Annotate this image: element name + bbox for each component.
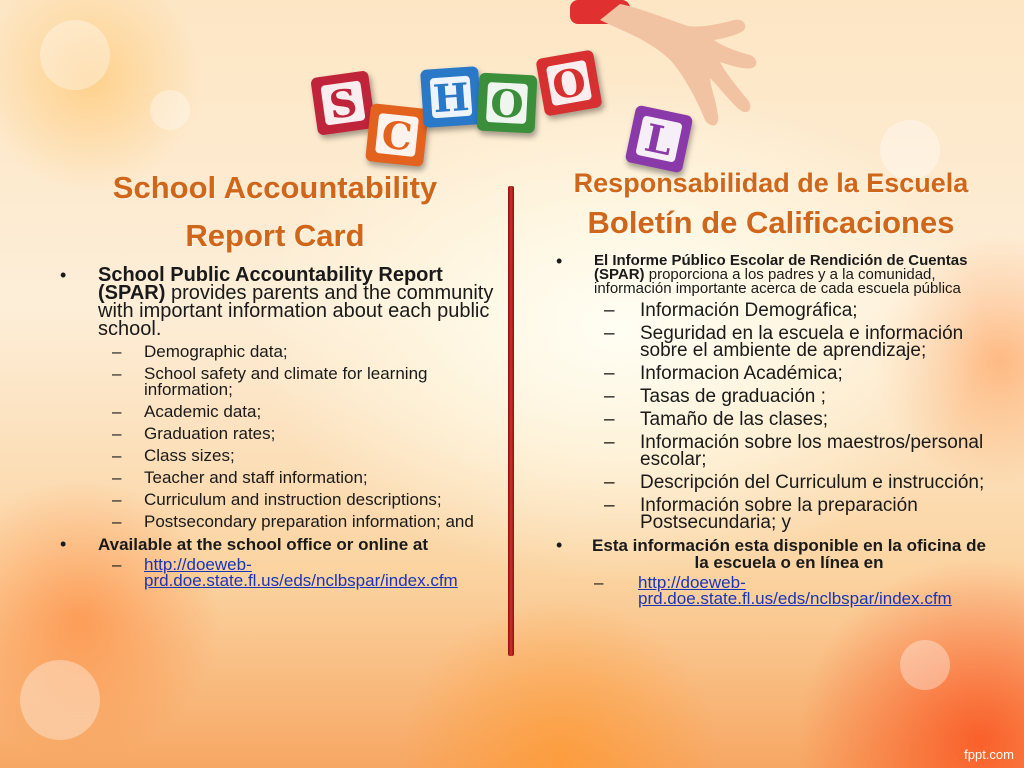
bokeh-circle bbox=[40, 20, 110, 90]
list-item: – Class sizes; bbox=[98, 448, 498, 464]
list-item: – School safety and climate for learning information; bbox=[98, 366, 498, 398]
list-item: – Teacher and staff information; bbox=[98, 470, 498, 486]
letter-block: L bbox=[625, 105, 694, 174]
bokeh-circle bbox=[150, 90, 190, 130]
list-item: – Información sobre los maestros/personal escolar; bbox=[594, 434, 994, 468]
spanish-sublist bbox=[594, 302, 994, 531]
letter-block: O bbox=[477, 73, 538, 134]
english-column bbox=[52, 164, 498, 595]
spanish-column bbox=[548, 164, 994, 613]
list-item: – Postsecondary preparation information; and bbox=[98, 514, 498, 530]
list-item: – Informacion Académica; bbox=[594, 365, 994, 382]
bokeh-circle bbox=[20, 660, 100, 740]
list-item: • School Public Accountability Report (SPAR) provides parents and the community with important information about each public school. – Demographic data; – School safety and climate for learning information; – Academic data; – Graduation rates; – Class sizes; – Teacher and staff information; – Curriculum and instruction descriptions; – Postsecondary preparation information; and bbox=[52, 266, 498, 530]
letter-block: C bbox=[365, 103, 429, 167]
bokeh-circle bbox=[900, 640, 950, 690]
english-link-list bbox=[98, 557, 498, 589]
letter-block: O bbox=[535, 49, 602, 116]
spanish-link-list bbox=[584, 575, 994, 607]
column-divider bbox=[508, 186, 514, 656]
list-item: – Información Demográfica; bbox=[594, 302, 994, 319]
spanish-bullet-list bbox=[548, 254, 994, 607]
list-item: • Esta información esta disponible en la oficina de la escuela o en línea en – http://doeweb-prd.doe.state.fl.us/eds/nclbspar/index.cfm bbox=[548, 537, 994, 607]
english-sublist bbox=[98, 344, 498, 530]
list-item: – Tamaño de las clases; bbox=[594, 411, 994, 428]
list-item: – Academic data; bbox=[98, 404, 498, 420]
list-item bbox=[98, 557, 498, 589]
spanish-title: Responsabilidad de la Escuela Boletín de Calificaciones bbox=[573, 168, 969, 240]
english-title: School Accountability Report Card bbox=[112, 170, 438, 253]
letter-block: S bbox=[310, 70, 376, 136]
list-item: – Demographic data; bbox=[98, 344, 498, 360]
list-item: – Graduation rates; bbox=[98, 426, 498, 442]
english-bullet-list bbox=[52, 266, 498, 589]
spar-link[interactable]: http://doeweb-prd.doe.state.fl.us/eds/nclbspar/index.cfm bbox=[144, 555, 458, 590]
list-item: – Tasas de graduación ; bbox=[594, 388, 994, 405]
list-item: – Descripción del Curriculum e instrucción; bbox=[594, 474, 994, 491]
list-item: • Available at the school office or online at – http://doeweb-prd.doe.state.fl.us/eds/nclbspar/index.cfm bbox=[52, 536, 498, 589]
list-item: – Curriculum and instruction descriptions; bbox=[98, 492, 498, 508]
child-hand-image bbox=[560, 0, 760, 130]
list-item: • El Informe Público Escolar de Rendición de Cuentas (SPAR) proporciona a los padres y a la comunidad, información importante acerca de cada escuela pública – Información Demográfica; – Seguridad en la escuela e información sobre el ambiente de aprendizaje; – Informacion Académica; – Tasas de graduación ; – Tamaño de las clases; – Información sobre los maestros/personal escolar; – Descripción del Curriculum e instrucción; – Información sobre la preparación Postsecundaria; y bbox=[548, 254, 994, 531]
letter-block: H bbox=[420, 66, 482, 128]
list-item bbox=[584, 575, 994, 607]
list-item: – Información sobre la preparación Postsecundaria; y bbox=[594, 497, 994, 531]
list-item: – Seguridad en la escuela e información sobre el ambiente de aprendizaje; bbox=[594, 325, 994, 359]
spar-link[interactable]: http://doeweb-prd.doe.state.fl.us/eds/nclbspar/index.cfm bbox=[638, 573, 952, 608]
footer-credit: fppt.com bbox=[964, 747, 1014, 762]
